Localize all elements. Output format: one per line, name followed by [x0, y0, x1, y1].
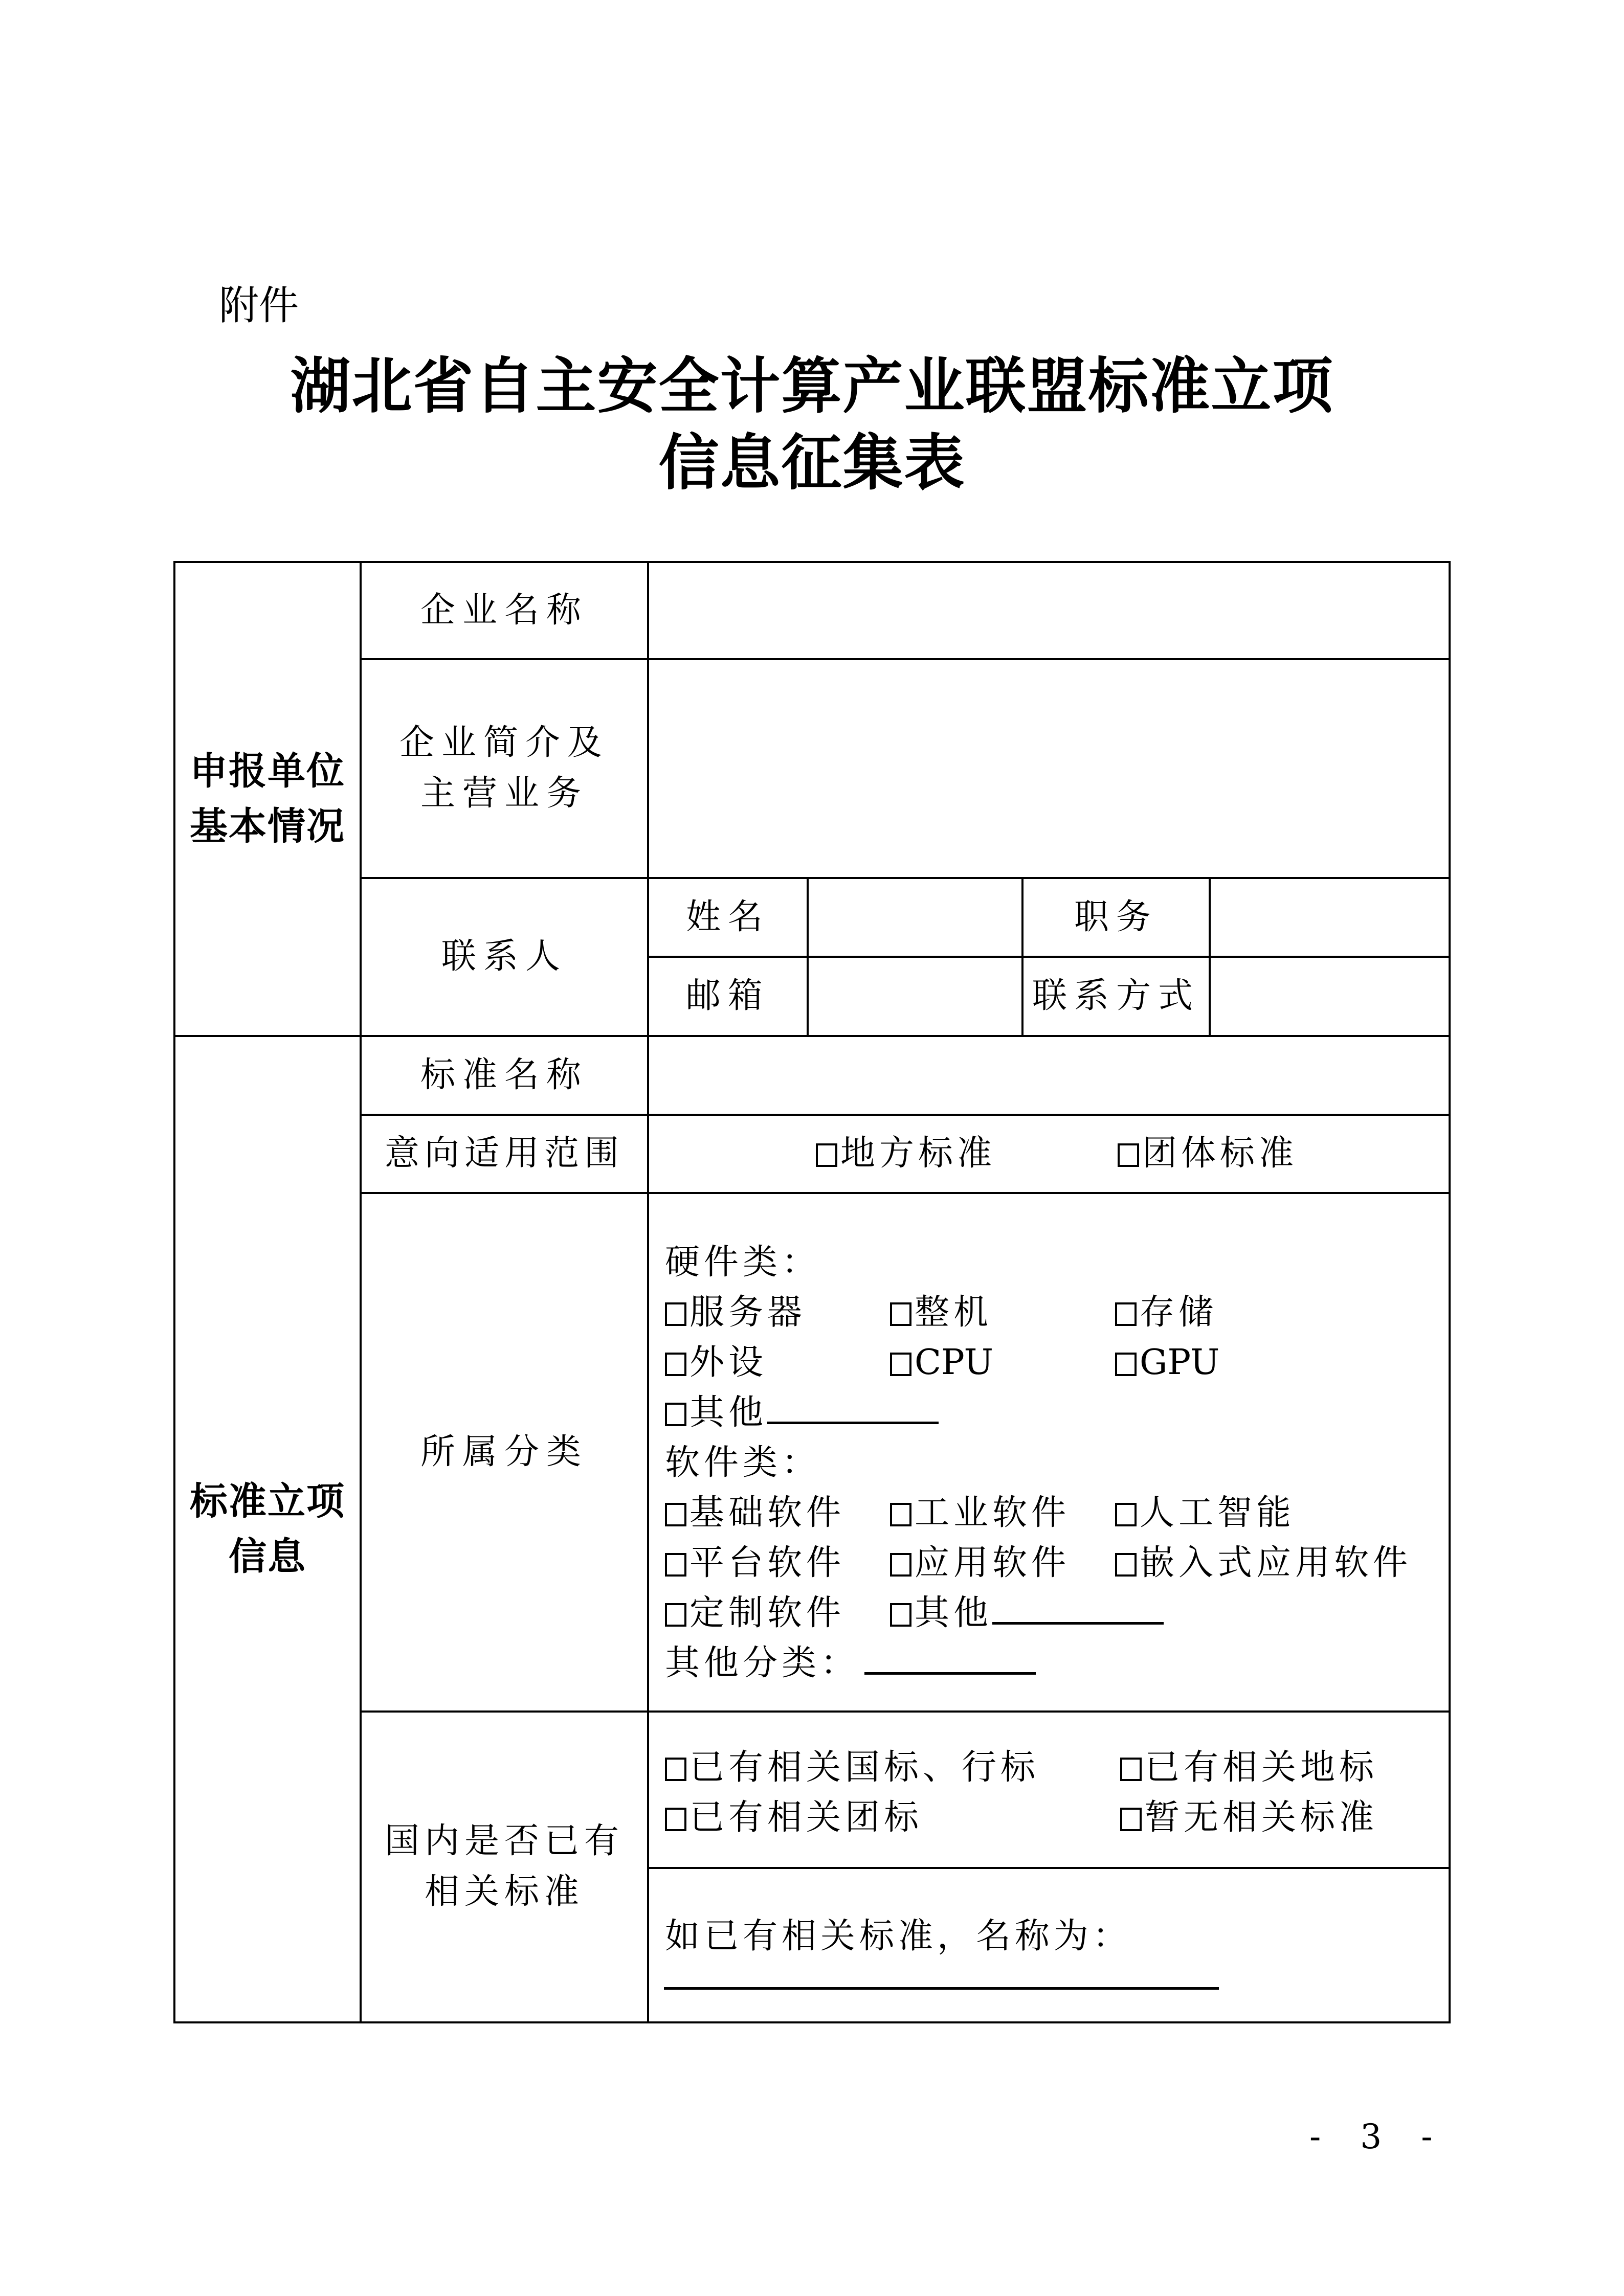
- contact-phone-field[interactable]: [1211, 958, 1449, 1035]
- option-label: 其他: [915, 1593, 993, 1633]
- checkbox-icon[interactable]: [1115, 1553, 1137, 1577]
- hw-option-cpu[interactable]: [890, 1338, 993, 1388]
- hw-option-machine[interactable]: [890, 1288, 992, 1338]
- option-label: 暂无相关标准: [1145, 1797, 1378, 1838]
- option-label: 定制软件: [689, 1593, 846, 1633]
- section-label-line1: 标准立项: [190, 1479, 345, 1524]
- option-label: 已有相关团标: [689, 1797, 923, 1838]
- checkbox-icon[interactable]: [1120, 1808, 1142, 1831]
- section-label-standard: [175, 1037, 360, 2021]
- checkbox-icon[interactable]: [890, 1353, 911, 1376]
- sw-option-embedded[interactable]: [1115, 1538, 1412, 1588]
- option-label: 已有相关国标、行标: [689, 1747, 1040, 1788]
- checkbox-icon[interactable]: [816, 1143, 837, 1167]
- existing-name-input[interactable]: [664, 1987, 1219, 1990]
- hardware-heading: 硬件类：: [665, 1242, 821, 1282]
- sw-option-platform[interactable]: [665, 1538, 845, 1588]
- hw-option-gpu[interactable]: [1115, 1338, 1219, 1388]
- option-label: 应用软件: [915, 1543, 1071, 1583]
- hw-option-peripheral[interactable]: [665, 1338, 767, 1388]
- section-label-line2: 基本情况: [190, 804, 345, 848]
- existing-standards-label: [362, 1713, 647, 2021]
- scope-option-group[interactable]: [1118, 1129, 1298, 1179]
- table-border-bottom: [173, 2021, 1451, 2023]
- option-label: 人工智能: [1140, 1493, 1296, 1533]
- standard-name-label: 标准名称: [420, 1054, 588, 1095]
- category-label: 所属分类: [420, 1431, 588, 1472]
- contact-name-field[interactable]: [809, 879, 1021, 956]
- scope-label: 意向适用范围: [384, 1133, 624, 1174]
- sw-other-input[interactable]: [992, 1591, 1164, 1625]
- sw-option-basic[interactable]: [665, 1488, 845, 1538]
- section-label-line2: 信息: [229, 1534, 306, 1579]
- contact-email-label: 邮箱: [685, 976, 770, 1017]
- table-border-right: [1449, 561, 1451, 2023]
- sw-option-application[interactable]: [890, 1538, 1070, 1588]
- option-label: 外设: [689, 1342, 768, 1383]
- section-label-line1: 申报单位: [190, 749, 345, 794]
- existing-option-local[interactable]: [1120, 1743, 1378, 1793]
- existing-label-line2: 相关标准: [424, 1872, 584, 1912]
- section-label-applicant: [175, 563, 360, 1035]
- checkbox-icon[interactable]: [1115, 1503, 1137, 1526]
- checkbox-icon[interactable]: [665, 1758, 686, 1781]
- page-title-line1: 湖北省自主安全计算产业联盟标准立项: [290, 350, 1334, 421]
- contact-label: 联系人: [441, 936, 567, 977]
- contact-phone-label: 联系方式: [1032, 976, 1200, 1017]
- option-label: 服务器: [689, 1292, 807, 1333]
- hw-option-other[interactable]: [665, 1388, 939, 1438]
- option-label: 平台软件: [689, 1543, 846, 1583]
- contact-position-label: 职务: [1074, 896, 1158, 937]
- page-number: - 3 -: [1309, 2117, 1447, 2156]
- checkbox-icon[interactable]: [665, 1302, 686, 1326]
- option-label: GPU: [1140, 1342, 1220, 1383]
- option-label: 地方标准: [840, 1133, 996, 1174]
- company-intro-label: [362, 660, 647, 877]
- option-label: 嵌入式应用软件: [1140, 1543, 1412, 1583]
- company-intro-field[interactable]: [649, 660, 1449, 877]
- sw-option-industrial[interactable]: [890, 1488, 1070, 1538]
- hw-other-input[interactable]: [767, 1391, 939, 1424]
- checkbox-icon[interactable]: [665, 1503, 686, 1526]
- sw-option-custom[interactable]: [665, 1588, 845, 1638]
- checkbox-icon[interactable]: [665, 1403, 686, 1426]
- checkbox-icon[interactable]: [665, 1808, 686, 1831]
- checkbox-icon[interactable]: [665, 1353, 686, 1376]
- contact-position-field[interactable]: [1211, 879, 1449, 956]
- page-title-line2: 信息征集表: [658, 427, 966, 498]
- scope-option-local[interactable]: [816, 1129, 996, 1179]
- existing-option-group[interactable]: [665, 1793, 923, 1843]
- checkbox-icon[interactable]: [890, 1553, 911, 1577]
- option-label: 基础软件: [689, 1493, 846, 1533]
- option-label: 存储: [1140, 1292, 1218, 1333]
- company-intro-label-line1: 企业简介及: [399, 723, 609, 763]
- standard-name-field[interactable]: [649, 1037, 1449, 1114]
- hw-option-server[interactable]: [665, 1288, 806, 1338]
- existing-option-none[interactable]: [1120, 1793, 1378, 1843]
- existing-name-prompt: 如已有相关标准，名称为：: [665, 1916, 1132, 1956]
- sw-option-ai[interactable]: [1115, 1488, 1295, 1538]
- hw-option-storage[interactable]: [1115, 1288, 1217, 1338]
- option-label: 团体标准: [1142, 1133, 1298, 1174]
- checkbox-icon[interactable]: [890, 1603, 911, 1627]
- option-label: CPU: [915, 1342, 993, 1383]
- checkbox-icon[interactable]: [890, 1302, 911, 1326]
- option-label: 整机: [915, 1292, 993, 1333]
- company-intro-label-line2: 主营业务: [420, 773, 588, 814]
- checkbox-icon[interactable]: [665, 1553, 686, 1577]
- existing-label-line1: 国内是否已有: [384, 1821, 624, 1862]
- option-label: 工业软件: [915, 1493, 1071, 1533]
- other-category: [665, 1638, 1036, 1689]
- other-category-input[interactable]: [864, 1641, 1036, 1675]
- checkbox-icon[interactable]: [1115, 1353, 1137, 1376]
- contact-email-field[interactable]: [809, 958, 1021, 1035]
- checkbox-icon[interactable]: [1115, 1302, 1137, 1326]
- company-name-label: 企业名称: [420, 590, 588, 631]
- option-label: 其他: [689, 1392, 768, 1433]
- existing-option-national[interactable]: [665, 1743, 1039, 1793]
- sw-option-other[interactable]: [890, 1588, 1164, 1638]
- checkbox-icon[interactable]: [1118, 1143, 1139, 1167]
- software-heading: 软件类：: [665, 1443, 821, 1483]
- row-divider: [647, 1867, 1451, 1869]
- contact-name-label: 姓名: [685, 896, 770, 937]
- attachment-label: 附件: [219, 283, 299, 329]
- checkbox-icon[interactable]: [1120, 1758, 1142, 1781]
- option-label: 已有相关地标: [1145, 1747, 1378, 1788]
- checkbox-icon[interactable]: [890, 1503, 911, 1526]
- checkbox-icon[interactable]: [665, 1603, 686, 1627]
- company-name-field[interactable]: [649, 563, 1449, 658]
- other-category-label: 其他分类：: [665, 1643, 860, 1683]
